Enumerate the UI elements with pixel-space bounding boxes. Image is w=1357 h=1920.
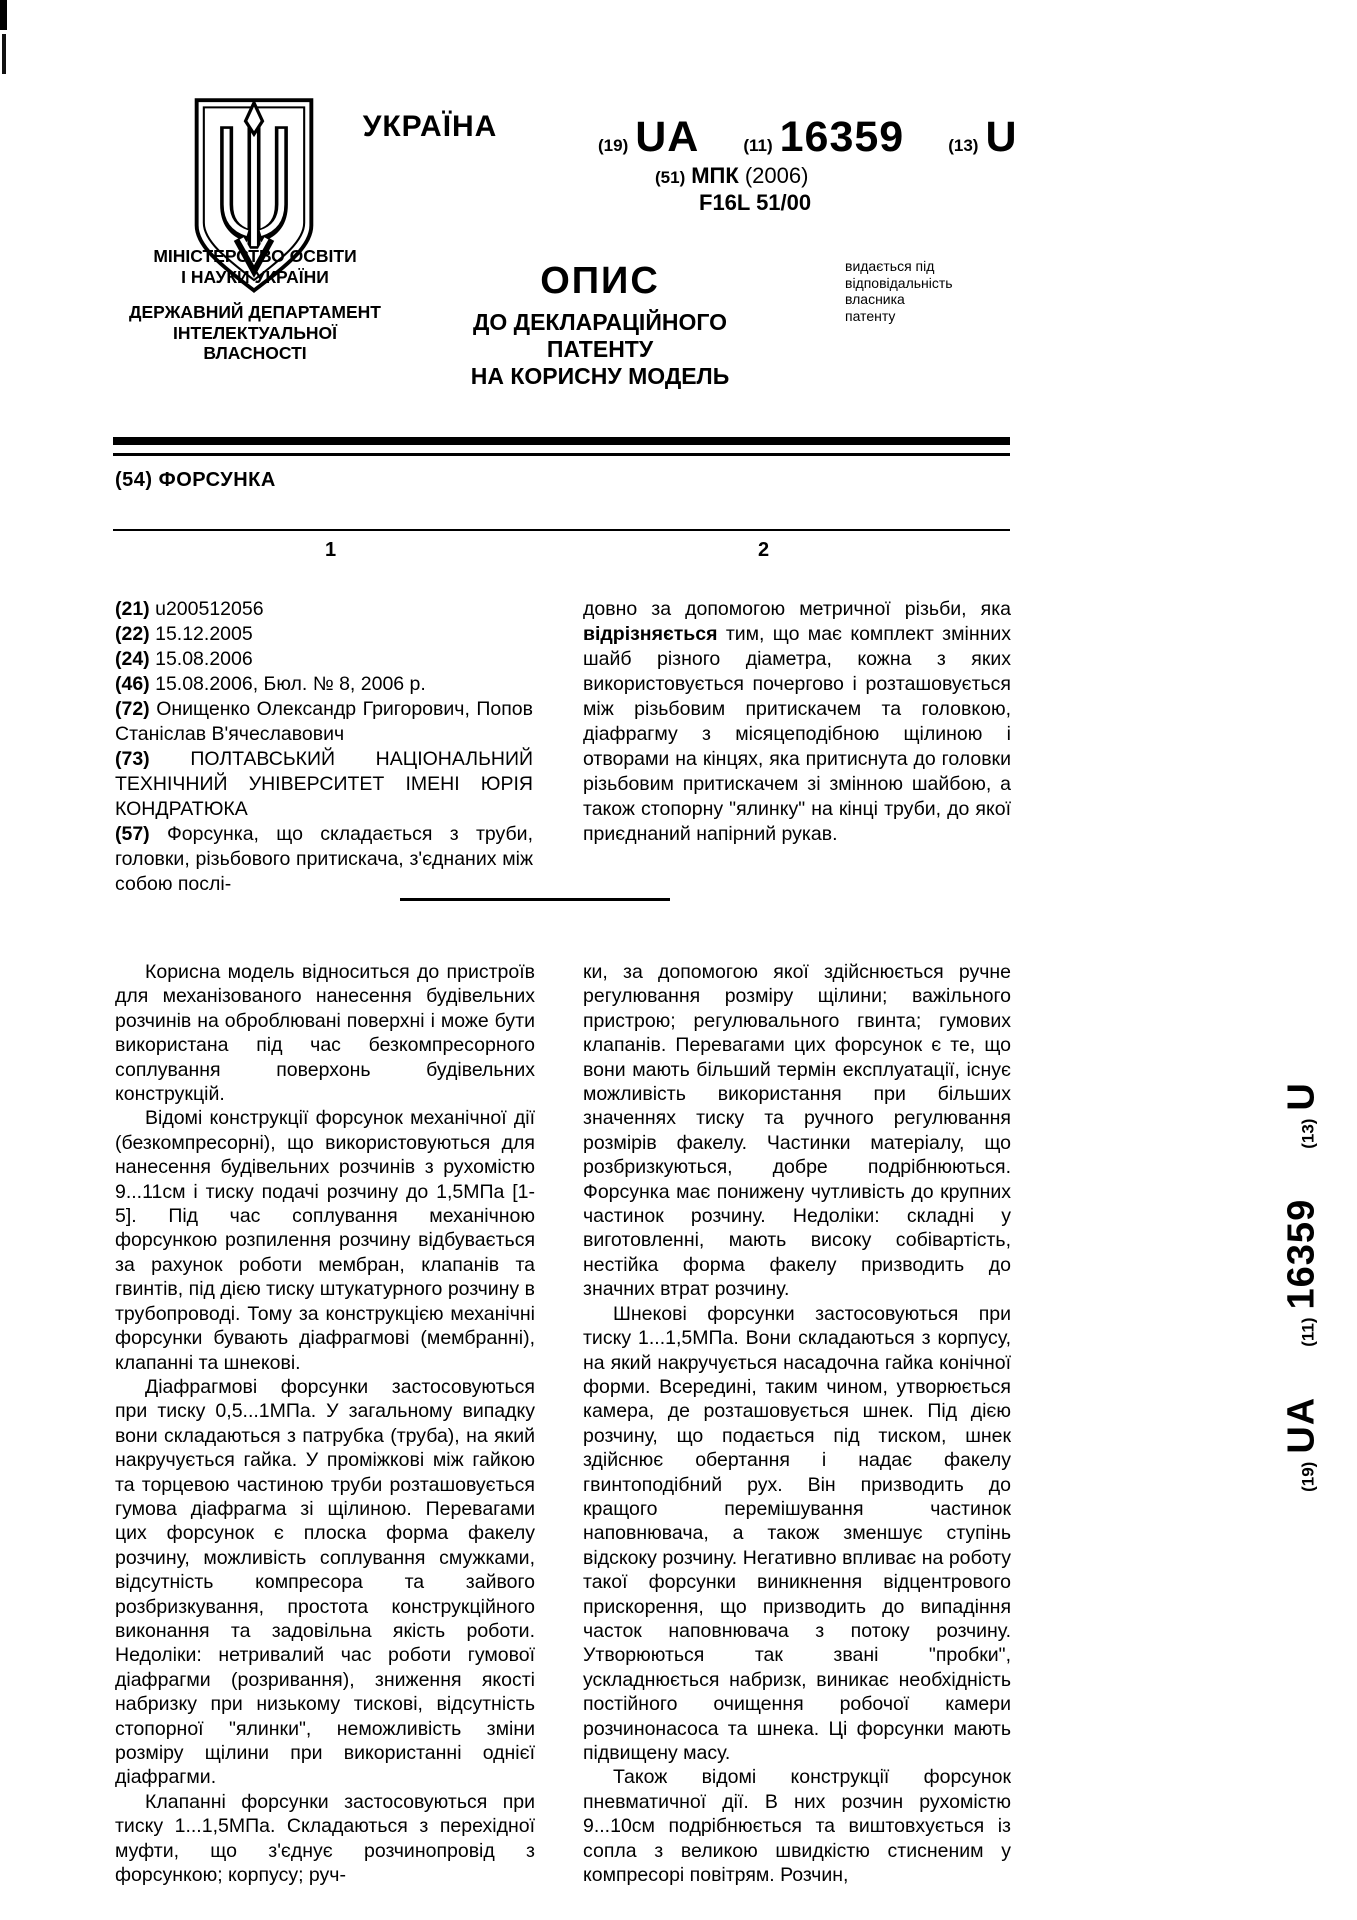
code-11-label: (11) (743, 136, 773, 155)
scan-artifact (0, 0, 7, 30)
description-paragraph: Шнекові форсунки застосовуються при тиску 1...1,5МПа. Вони складаються з корпусу, на який накручується насадочна гайка конічної форми. Всередині, таким чином, утворюється камера, де розташовується шнек. Під дією розчину, що подається під тиском, шнек здійснює обертання і надає факелу гвинтоподібний рух. Він призводить до кращого перемішування частинок наповнювача, а також зменшує ступінь відскоку розчину. Негативно впливає на роботу такої форсунки виникнення відцентрового прискорення, що призводить до випадіння часток наповнювача з потоку розчину. Утворюються так звані "пробки", ускладнюється набризк, виникає необхідність постійного очищення робочої камери розчинонасоса та шнека. Ці форсунки мають підвищену масу. (583, 1302, 1011, 1764)
code-19-value: UA (635, 113, 700, 161)
biblio-right-column (583, 597, 1011, 847)
biblio-value: u200512056 (155, 598, 264, 620)
country-title: УКРАЇНА (362, 110, 498, 143)
ipc-line (655, 163, 808, 189)
document-subtitle-line: ДО ДЕКЛАРАЦІЙНОГО ПАТЕНТУ (473, 309, 727, 362)
biblio-item-21 (115, 597, 533, 622)
department-line: ІНТЕЛЕКТУАЛЬНОЇ (173, 322, 337, 343)
biblio-item-73-owner (115, 747, 533, 822)
column-number-right: 2 (758, 539, 770, 561)
responsibility-note (845, 258, 953, 324)
document-title-block (420, 260, 780, 390)
patent-number: 16359 (1280, 1198, 1323, 1310)
code-13-label: (13) (1298, 1118, 1318, 1149)
responsibility-note-line: видається під (845, 258, 935, 274)
description-right-column (583, 960, 1011, 1887)
ministry-line: МІНІСТЕРСТВО ОСВІТИ (153, 246, 357, 266)
margin-group-13 (1280, 1082, 1323, 1149)
claim-text: довно за допомогою метричної різьби, яка (583, 598, 1011, 620)
claim-bold-word: відрізняється (583, 623, 718, 645)
biblio-code: (72) (115, 698, 150, 720)
margin-group-19 (1280, 1396, 1323, 1492)
responsibility-note-line: власника (845, 291, 905, 307)
code-19-label: (19) (598, 136, 629, 155)
patent-number: 16359 (779, 113, 905, 161)
biblio-item-57-abstract (115, 822, 533, 897)
biblio-value: ПОЛТАВСЬКИЙ НАЦІОНАЛЬНИЙ ТЕХНІЧНИЙ УНІВЕРСИТЕТ ІМЕНІ ЮРІЯ КОНДРАТЮКА (115, 748, 534, 820)
description-paragraph: Також відомі конструкції форсунок пневматичної дії. В них розчин рухомістю 9...10см подрібнюється та виштовхується із сопла з великою швидкістю стисненим у компресорі повітрям. Розчин, (583, 1766, 1011, 1887)
ipc-year: (2006) (744, 163, 809, 188)
description-paragraph: Корисна модель відноситься до пристроїв для механізованого нанесення будівельних розчинів на оброблювані поверхні і може бути використана під час безкомпресорного соплування поверхонь будівельних конструкцій. (115, 961, 535, 1106)
department-block (120, 302, 390, 364)
document-number-line (598, 113, 1018, 162)
margin-document-number (1281, 1082, 1324, 1492)
description-paragraph: Діафрагмові форсунки застосовуються при тиску 0,5...1МПа. У загальному випадку вони складаються з патрубка (труба), на який накручується гайка. У проміжкові між гайкою та торцевою частиною труби розташовується гумова діафрагма зі щілиною. Перевагами цих форсунок є плоска форма факелу розчину, можливість соплування смужками, відсутність компресора та зайвого розбризкування, простота конструкційного виконання та задовільна якість роботи. Недоліки: нетривалий час роботи гумової діафрагми (розривання), зниження якості набризку при низькому тискові, відсутність стопорної "ялинки", неможливість зміни розміру щілини при використанні однієї діафрагми. (115, 1375, 535, 1789)
biblio-code: (22) (115, 623, 150, 645)
responsibility-note-line: відповідальність (845, 274, 953, 291)
ipc-code-label: (51) (655, 168, 686, 187)
biblio-item-72-inventors (115, 697, 533, 747)
biblio-code: (57) (115, 823, 150, 845)
biblio-value: Онищенко Олександр Григорович, Попов Станіслав В'ячеславович (115, 698, 533, 745)
invention-title-code: (54) (115, 469, 153, 491)
biblio-item-22 (115, 622, 533, 647)
divider (113, 453, 1010, 456)
ministry-line: І НАУКИ УКРАЇНИ (181, 266, 329, 287)
description-left-column (115, 960, 535, 1887)
biblio-value: Форсунка, що складається з труби, головки, різьбового притискача, з'єднаних між собою послі- (115, 823, 533, 895)
code-19-value: UA (1280, 1396, 1323, 1454)
description-paragraph: Клапанні форсунки застосовуються при тиску 1...1,5МПа. Складаються з перехідної муфти, що з'єднує розчинопровід з форсункою; корпусу; руч- (115, 1790, 535, 1887)
invention-title (115, 469, 276, 492)
column-number-left: 1 (325, 539, 337, 561)
biblio-code: (46) (115, 673, 150, 695)
claim-text: тим, що має комплект змінних шайб різного діаметра, кожна з яких використовується почергово і розташовується між різьбовим притискачем та головкою, діафрагму з місяцеподібною щілиною і отворами на кінцях, яка притиснута до головки різьбовим притискачем зі змінною шайбою, а також стопорну "ялинку" на кінці труби, до якої приєднаний напірний рукав. (583, 623, 1011, 845)
biblio-value: 15.12.2005 (155, 623, 253, 645)
biblio-code: (73) (115, 748, 150, 770)
biblio-item-24 (115, 647, 533, 672)
divider (113, 437, 1010, 445)
biblio-code: (21) (115, 598, 150, 620)
code-13-label: (13) (948, 136, 979, 155)
kind-code: U (985, 113, 1018, 161)
department-line: ВЛАСНОСТІ (203, 343, 307, 363)
document-subtitle-line: НА КОРИСНУ МОДЕЛЬ (470, 363, 730, 389)
description-paragraph: ки, за допомогою якої здійснюється ручне регулювання розміру щілини; важільного пристрою; регулювального гвинта; гумових клапанів. Перевагами цих форсунок є те, що вони мають більший термін експлуатації, існує можливість використання при більших значеннях тиску та ручного регулювання розмірів факелу. Частинки матеріалу, що розбризкуються, добре подрібнюються. Форсунка має понижену чутливість до крупних частинок розчину. Недоліки: складні у виготовленні, мають високу собівартість, нестійка форма факелу призводить до значних втрат розчину. (583, 961, 1011, 1301)
department-line: ДЕРЖАВНИЙ ДЕПАРТАМЕНТ (129, 302, 381, 322)
biblio-value: 15.08.2006 (155, 648, 253, 670)
claim-continuation (583, 597, 1011, 847)
biblio-value: 15.08.2006, Бюл. № 8, 2006 р. (155, 673, 426, 695)
kind-code: U (1280, 1082, 1323, 1111)
code-19-label: (19) (1298, 1461, 1318, 1492)
document-title: ОПИС (540, 260, 660, 302)
scan-artifact (2, 34, 6, 74)
document-subtitle (420, 309, 780, 390)
divider (113, 529, 1010, 531)
ipc-class: F16L 51/00 (699, 190, 812, 215)
ipc-name: МПК (691, 163, 739, 188)
responsibility-note-line: патенту (845, 307, 896, 324)
description-paragraph: Відомі конструкції форсунок механічної дії (безкомпресорні), що використовуються для нанесення будівельних розчинів з рухомістю 9...11см і тиску подачі розчину до 1,5МПа [1-5]. Під час соплування механічною форсункою розпилення розчину відбувається за рахунок роботи мембран, клапанів та гвинтів, під дією тиску штукатурного розчину в трубопроводі. Тому за конструкцією механічні форсунки бувають діафрагмові (мембранні), клапанні та шнекові. (115, 1107, 535, 1374)
invention-title-text: ФОРСУНКА (158, 469, 276, 491)
ministry-block (120, 246, 390, 364)
biblio-item-46 (115, 672, 533, 697)
margin-group-11 (1280, 1198, 1323, 1347)
section-divider (400, 898, 670, 901)
biblio-left-column (115, 597, 533, 897)
biblio-code: (24) (115, 648, 150, 670)
code-11-label: (11) (1298, 1317, 1318, 1347)
